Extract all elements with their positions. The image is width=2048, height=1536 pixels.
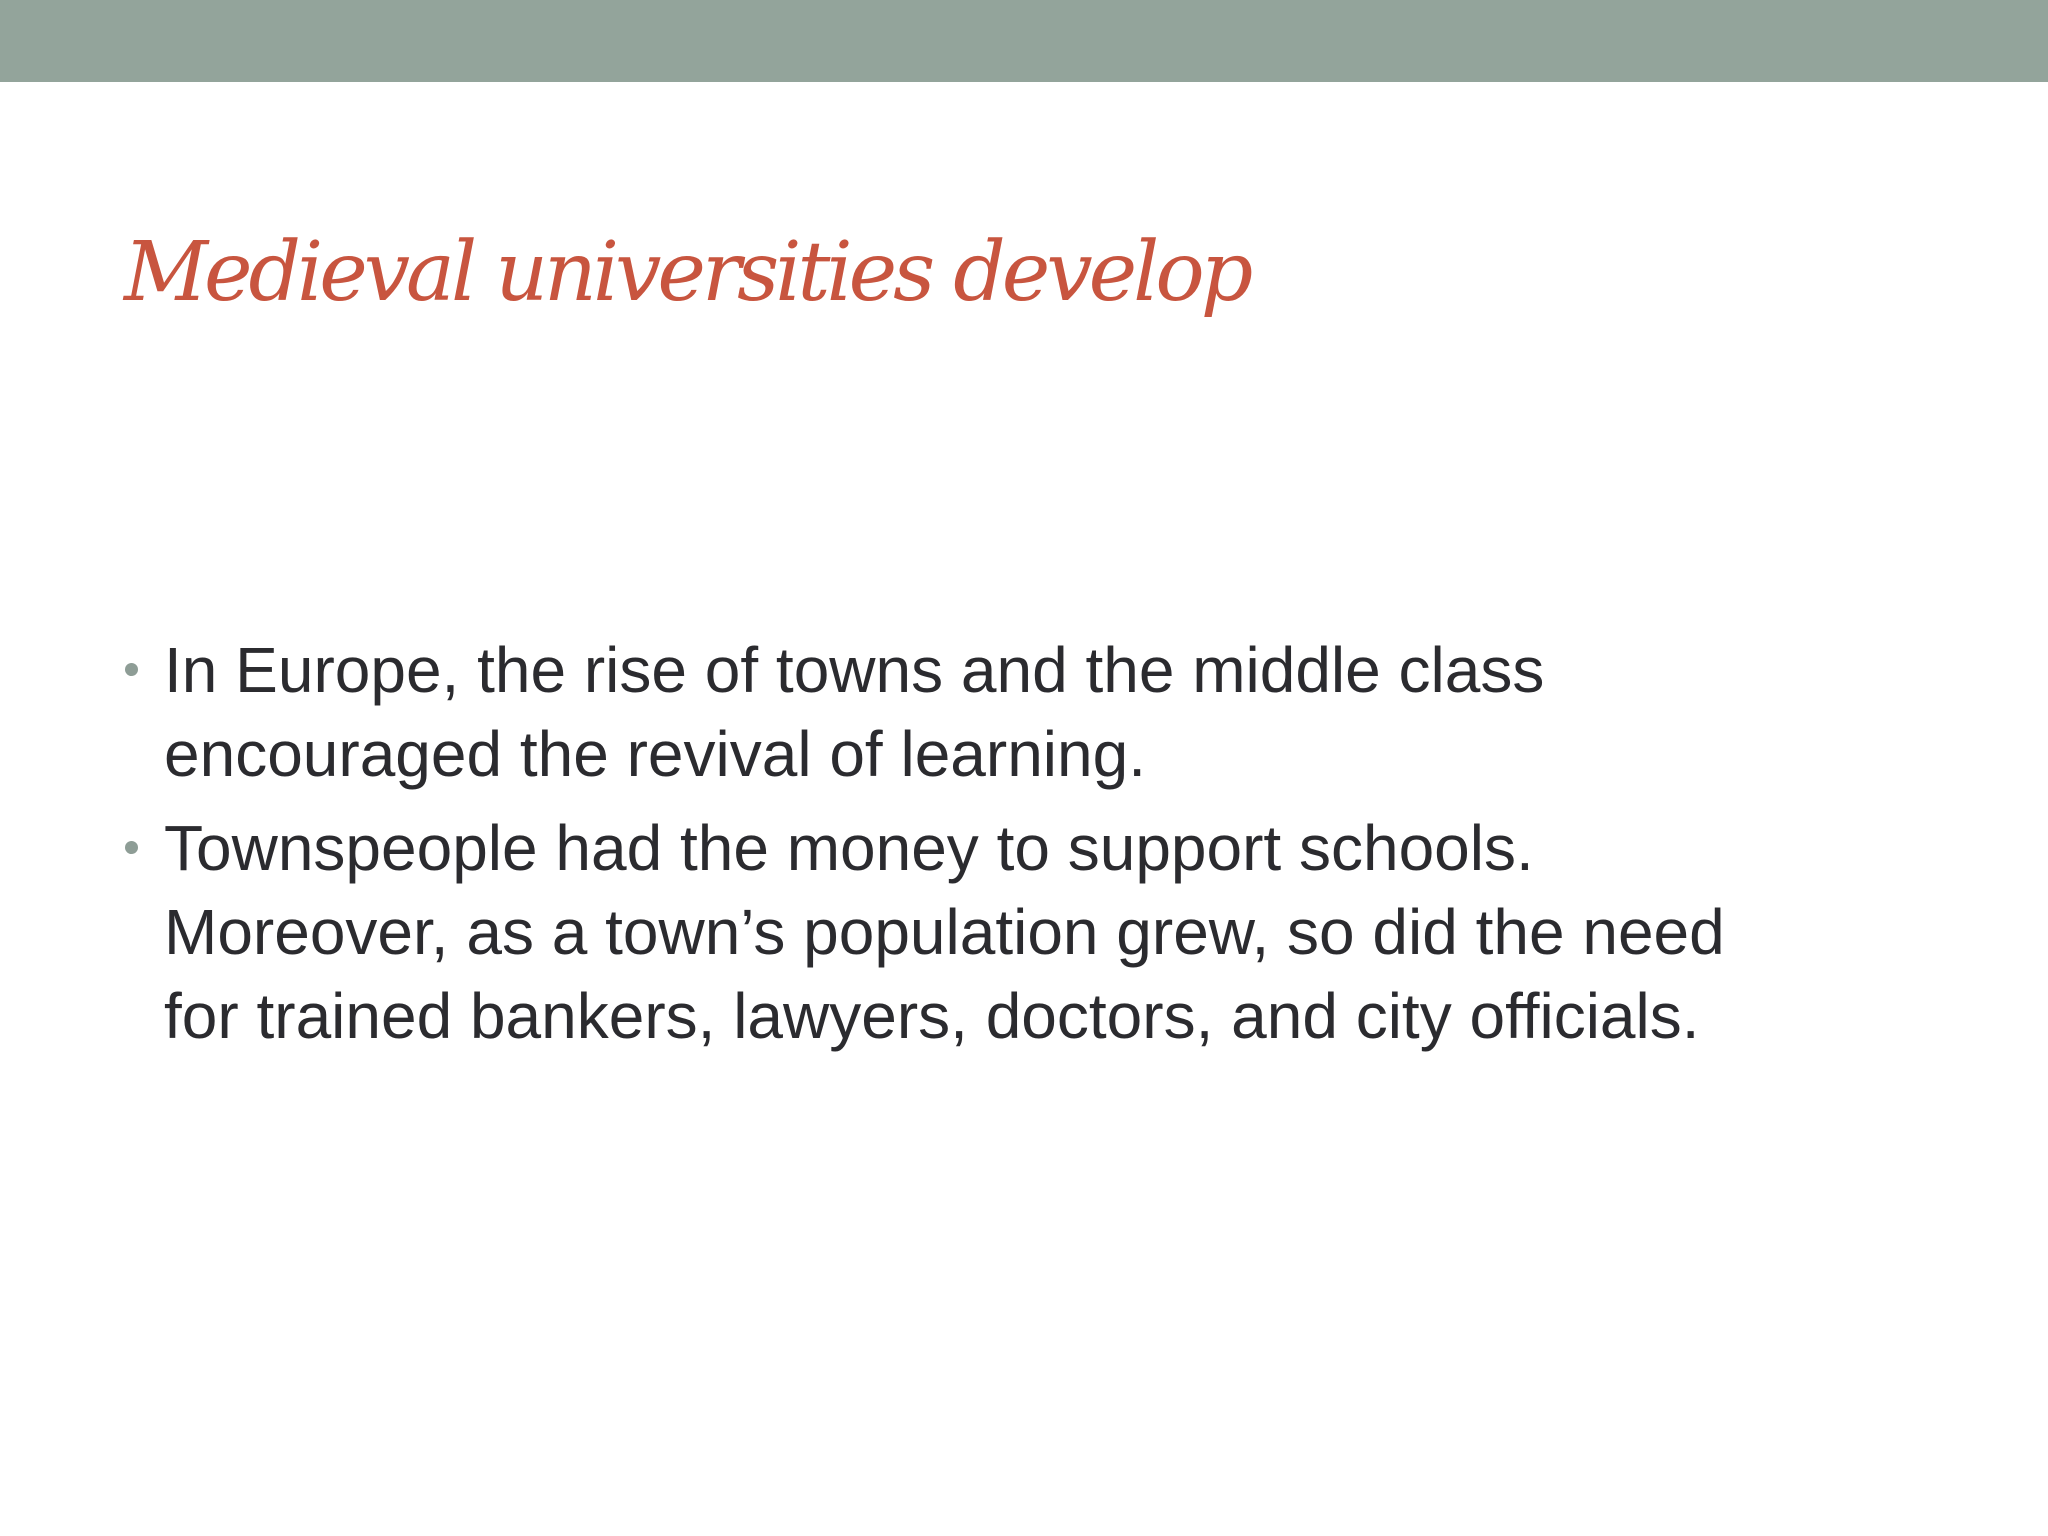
bullet-list — [112, 628, 1942, 1068]
bullet-dot-icon — [125, 663, 138, 676]
bullet-line: In Europe, the rise of towns and the middle class — [164, 634, 1545, 706]
bullet-item — [112, 628, 1942, 796]
bullet-line: Townspeople had the money to support schools. — [164, 812, 1534, 884]
header-accent-band — [0, 0, 2048, 82]
bullet-line: encouraged the revival of learning. — [164, 718, 1146, 790]
bullet-line: for trained bankers, lawyers, doctors, and city officials. — [164, 980, 1700, 1052]
bullet-dot-icon — [125, 841, 138, 854]
bullet-item — [112, 806, 1942, 1058]
slide-title: Medieval universities develop — [124, 225, 1250, 320]
bullet-line: Moreover, as a town’s population grew, so did the need — [164, 896, 1725, 968]
